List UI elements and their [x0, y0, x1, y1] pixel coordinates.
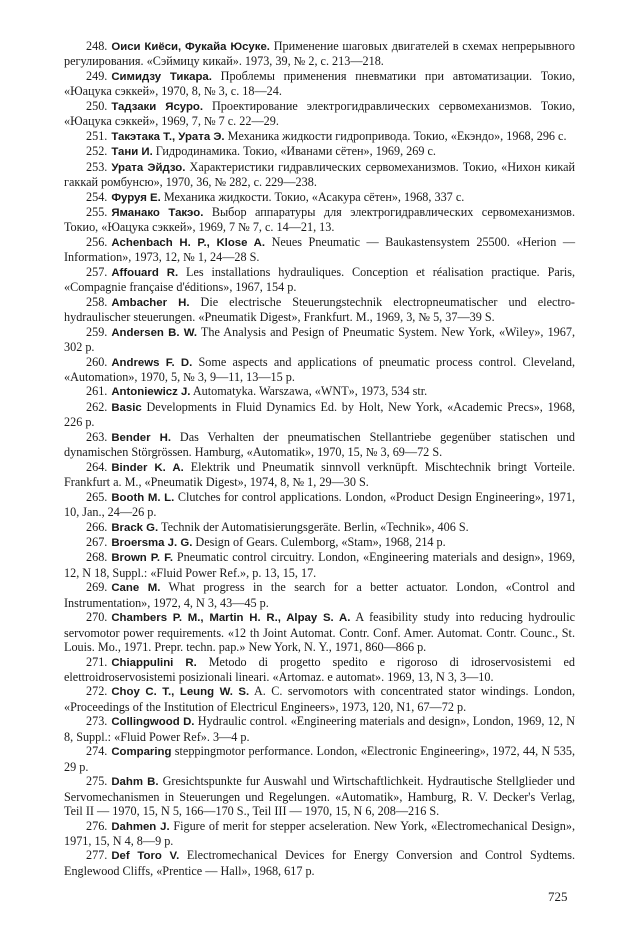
reference-text: Gresichtspunkte fur Auswahl und Wirtschaftlichkeit. Hydrautische Stellglieder und Servomechanismen in Steuerungen und Regelungen. «Automatik», Hamburg, R. V. Decker's Verlag, Teil II — 1970, 15, N 5, 166—170 S., Teil III — 1970, 15, N 6, 208—216 S. [64, 774, 575, 819]
page-number: 725 [548, 889, 568, 904]
reference-text: The Analysis and Pesign of Pneumatic System. New York, «Wiley», 1967, 302 p. [64, 324, 576, 355]
reference-number: 275. [86, 774, 108, 789]
reference-number: 262. [86, 399, 108, 414]
reference-item [64, 550, 575, 580]
reference-number: 270. [86, 610, 108, 625]
reference-text: Механика жидкости гидропривода. Токио, «Екэндо», 1968, 296 с. [227, 128, 567, 143]
reference-text: A feasibility study into reducing hydroulic servomotor power requirements. «12 th Joint Automat. Contr. Conf. Amer. Automat. Contr. Counc., St. Louis. Mo., 1971. Prepr. techn. pap.» New York, N. Y., 1971, 860—866 p. [64, 610, 575, 655]
reference-text: Применение шаговых двигателей в схемах непрерывного регулирования. «Сэймицу кикай». 1973, 39, № 2, с. 213—218. [64, 39, 575, 69]
reference-number: 266. [86, 519, 108, 534]
reference-text: Механика жидкости. Токио, «Асакура сётен», 1968, 337 с. [163, 189, 465, 204]
reference-number: 267. [86, 534, 108, 549]
reference-author: Симидзу Тикара. [111, 70, 212, 83]
reference-number: 257. [86, 264, 108, 279]
reference-text: Automatyka. Warszawa, «WNT», 1973, 534 str. [192, 384, 428, 399]
reference-author: Такэтака Т., Урата Э. [111, 130, 225, 143]
reference-text: Technik der Automatisierungsgeräte. Berlin, «Technik», 406 S. [161, 519, 469, 534]
reference-text: steppingmotor performance. London, «Electronic Engineering», 1972, 44, N 535, 29 p. [64, 744, 576, 774]
reference-author: Booth M. L. [111, 491, 175, 504]
reference-author: Def Toro V. [111, 850, 180, 863]
reference-item [64, 714, 575, 744]
reference-author: Dahm B. [111, 776, 159, 789]
reference-item [64, 160, 575, 190]
reference-author: Тадзаки Ясуро. [111, 100, 204, 113]
reference-author: Andrews F. D. [111, 356, 193, 369]
reference-author: Affouard R. [111, 266, 179, 279]
reference-number: 263. [86, 429, 108, 444]
reference-author: Chambers P. M., Martin H. R., Alpay S. A. [111, 612, 351, 625]
reference-text: Metodo di progetto spedito e rigoroso di idroservosistemi ed elettroidroservosistemi posizionali lineari. «Artomaz. e automat». 1969, 13, N 3, 3—10. [64, 654, 575, 685]
reference-text: Проблемы применения пневматики при автоматизации. Токио, «Юацука сэккей», 1970, 8, № 3, с. 18—24. [64, 68, 575, 99]
reference-author: Achenbach H. P., Klose A. [111, 236, 266, 249]
reference-author: Brack G. [111, 521, 159, 534]
reference-item [64, 655, 575, 685]
reference-item [64, 430, 575, 460]
reference-number: 265. [86, 489, 108, 504]
reference-list [64, 39, 575, 878]
reference-author: Broersma J. G. [111, 536, 193, 549]
reference-item [64, 325, 575, 355]
reference-number: 250. [86, 98, 108, 113]
reference-number: 274. [86, 744, 108, 759]
reference-text: What progress in the search for a better actuator. London, «Control and Instrumentation», 1972, 4, N 3, 43—45 p. [64, 580, 576, 610]
reference-item [64, 610, 575, 654]
reference-text: Figure of merit for stepper acseleration. New York, «Electromechanical Design», 1971, 15, N 4, 8—9 p. [64, 818, 575, 849]
reference-item [64, 129, 575, 144]
reference-author: Basic [111, 401, 142, 414]
reference-author: Оиси Киёси, Фукайа Юсуке. [111, 41, 270, 53]
reference-number: 269. [86, 580, 108, 595]
reference-item [64, 384, 575, 399]
reference-number: 252. [86, 144, 108, 159]
reference-number: 253. [86, 159, 108, 174]
reference-item [64, 144, 575, 159]
reference-number: 249. [86, 68, 108, 83]
reference-item [64, 355, 575, 385]
reference-author: Тани И. [111, 146, 153, 159]
reference-number: 276. [86, 818, 108, 833]
reference-item [64, 774, 575, 818]
reference-number: 258. [86, 294, 108, 309]
reference-number: 271. [86, 654, 108, 669]
reference-number: 261. [86, 384, 108, 399]
reference-author: Урата Эйдзо. [111, 161, 186, 174]
reference-item [64, 400, 575, 430]
reference-number: 256. [86, 234, 108, 249]
reference-text: Das Verhalten der pneumatischen Stellantriebe gegenüber statischen und dynamischen Störgrössen. Hamburg, «Automatik», 1970, 15, № 3, 69—72 S. [64, 429, 575, 460]
reference-item [64, 69, 575, 99]
reference-text: Hydraulic control. «Engineering materials and design», London, 1969, 12, N 8, Suppl.: «Fluid Power Ref». 3—4 p. [64, 714, 575, 744]
reference-item [64, 460, 575, 490]
reference-text: Проектирование электрогидравлических сервомеханизмов. Токио, «Юацука сэккей», 1969, 7, № 7 с. 22—29. [64, 98, 575, 129]
reference-item [64, 235, 575, 265]
reference-item [64, 848, 575, 878]
reference-item [64, 744, 575, 774]
reference-text: Die electrische Steuerungstechnik electropneumatischer und electro-hydraulischer steuerungen. «Pneumatik Digest», Frankfurt. M., 1969, 3, № 5, 37—39 S. [64, 294, 575, 325]
reference-number: 273. [86, 714, 108, 729]
reference-author: Collingwood D. [111, 716, 195, 729]
reference-number: 260. [86, 354, 108, 369]
reference-text: Гидродинамика. Токио, «Иванами сётен», 1969, 269 с. [155, 144, 436, 159]
reference-author: Choy C. T., Leung W. S. [111, 686, 250, 699]
reference-author: Comparing [111, 746, 172, 759]
reference-text: A. C. servomotors with concentrated stator windings. London, «Proceedings of the Institution of Electricul Engineers», 1973, 120, N1, 67—72 p. [64, 684, 575, 714]
reference-item [64, 205, 575, 235]
reference-number: 259. [86, 324, 108, 339]
reference-item [64, 819, 575, 849]
reference-author: Ambacher H. [111, 296, 190, 309]
reference-item [64, 265, 575, 295]
reference-number: 254. [86, 189, 108, 204]
reference-item [64, 99, 575, 129]
reference-number: 248. [86, 39, 108, 53]
reference-author: Andersen B. W. [111, 326, 198, 339]
reference-text: Design of Gears. Culemborg, «Stam», 1968, 214 p. [195, 534, 446, 549]
reference-item [64, 39, 575, 69]
reference-author: Binder K. A. [111, 461, 184, 474]
reference-text: Electromechanical Devices for Energy Conversion and Control Sydtems. Englewood Cliffs, «Prentice — Hall», 1968, 617 p. [64, 848, 576, 878]
reference-text: Developments in Fluid Dynamics Ed. by Holt, New York, «Academic Precs», 1968, 226 p. [64, 399, 575, 430]
reference-text: Pneumatic control circuitry. London, «Engineering materials and design», 1969, 12, N 18, Suppl.: «Fluid Power Ref.», p. 13, 15, 17. [64, 550, 575, 580]
reference-item [64, 580, 575, 610]
reference-author: Antoniewicz J. [111, 386, 191, 399]
reference-number: 255. [86, 204, 108, 219]
reference-author: Brown P. F. [111, 552, 173, 565]
reference-number: 251. [86, 128, 108, 143]
reference-author: Dahmen J. [111, 820, 170, 833]
reference-item [64, 535, 575, 550]
reference-author: Фуруя Е. [111, 191, 161, 204]
reference-number: 268. [86, 550, 108, 565]
reference-number: 272. [86, 684, 108, 699]
reference-text: Выбор аппаратуры для электрогидравлических сервомеханизмов. Токио, «Юацука сэккей», 1969, 7 № 7, с. 14—21, 13. [64, 204, 575, 235]
reference-text: Les installations hydrauliques. Conception et réalisation practique. Paris, «Compagnie française d'éditions», 1967, 154 p. [64, 264, 575, 295]
reference-author: Bender H. [111, 431, 171, 444]
reference-author: Chiappulini R. [111, 656, 197, 669]
reference-text: Характеристики гидравлических сервомеханизмов. Токио, «Нихон кикай гаккай ромбунсю», 1970, 36, № 282, с. 229—238. [64, 159, 576, 190]
reference-item [64, 190, 575, 205]
reference-item [64, 490, 575, 520]
reference-number: 277. [86, 848, 108, 863]
reference-item [64, 520, 575, 535]
reference-text: Clutches for control applications. London, «Product Design Engineering», 1971, 10, Jan., 24—26 p. [64, 489, 575, 520]
reference-author: Cane M. [111, 582, 161, 595]
reference-text: Neues Pneumatic — Baukastensystem 25500. «Herion — Information», 1973, 12, № 1, 24—28 S. [64, 234, 576, 265]
reference-number: 264. [86, 459, 108, 474]
reference-text: Elektrik und Pneumatik sinnvoll verknüpft. Mischtechnik bringt Vorteile. Frankfurt a. M., «Pneumatik Digest», 1974, 8, № 1, 29—30 S. [64, 459, 576, 490]
reference-item [64, 684, 575, 714]
reference-author: Яманако Такэо. [111, 206, 204, 219]
reference-text: Some aspects and applications of pneumatic process control. Cleveland, «Automation», 1970, 5, № 3, 9—11, 13—15 p. [64, 354, 576, 384]
reference-item [64, 295, 575, 325]
